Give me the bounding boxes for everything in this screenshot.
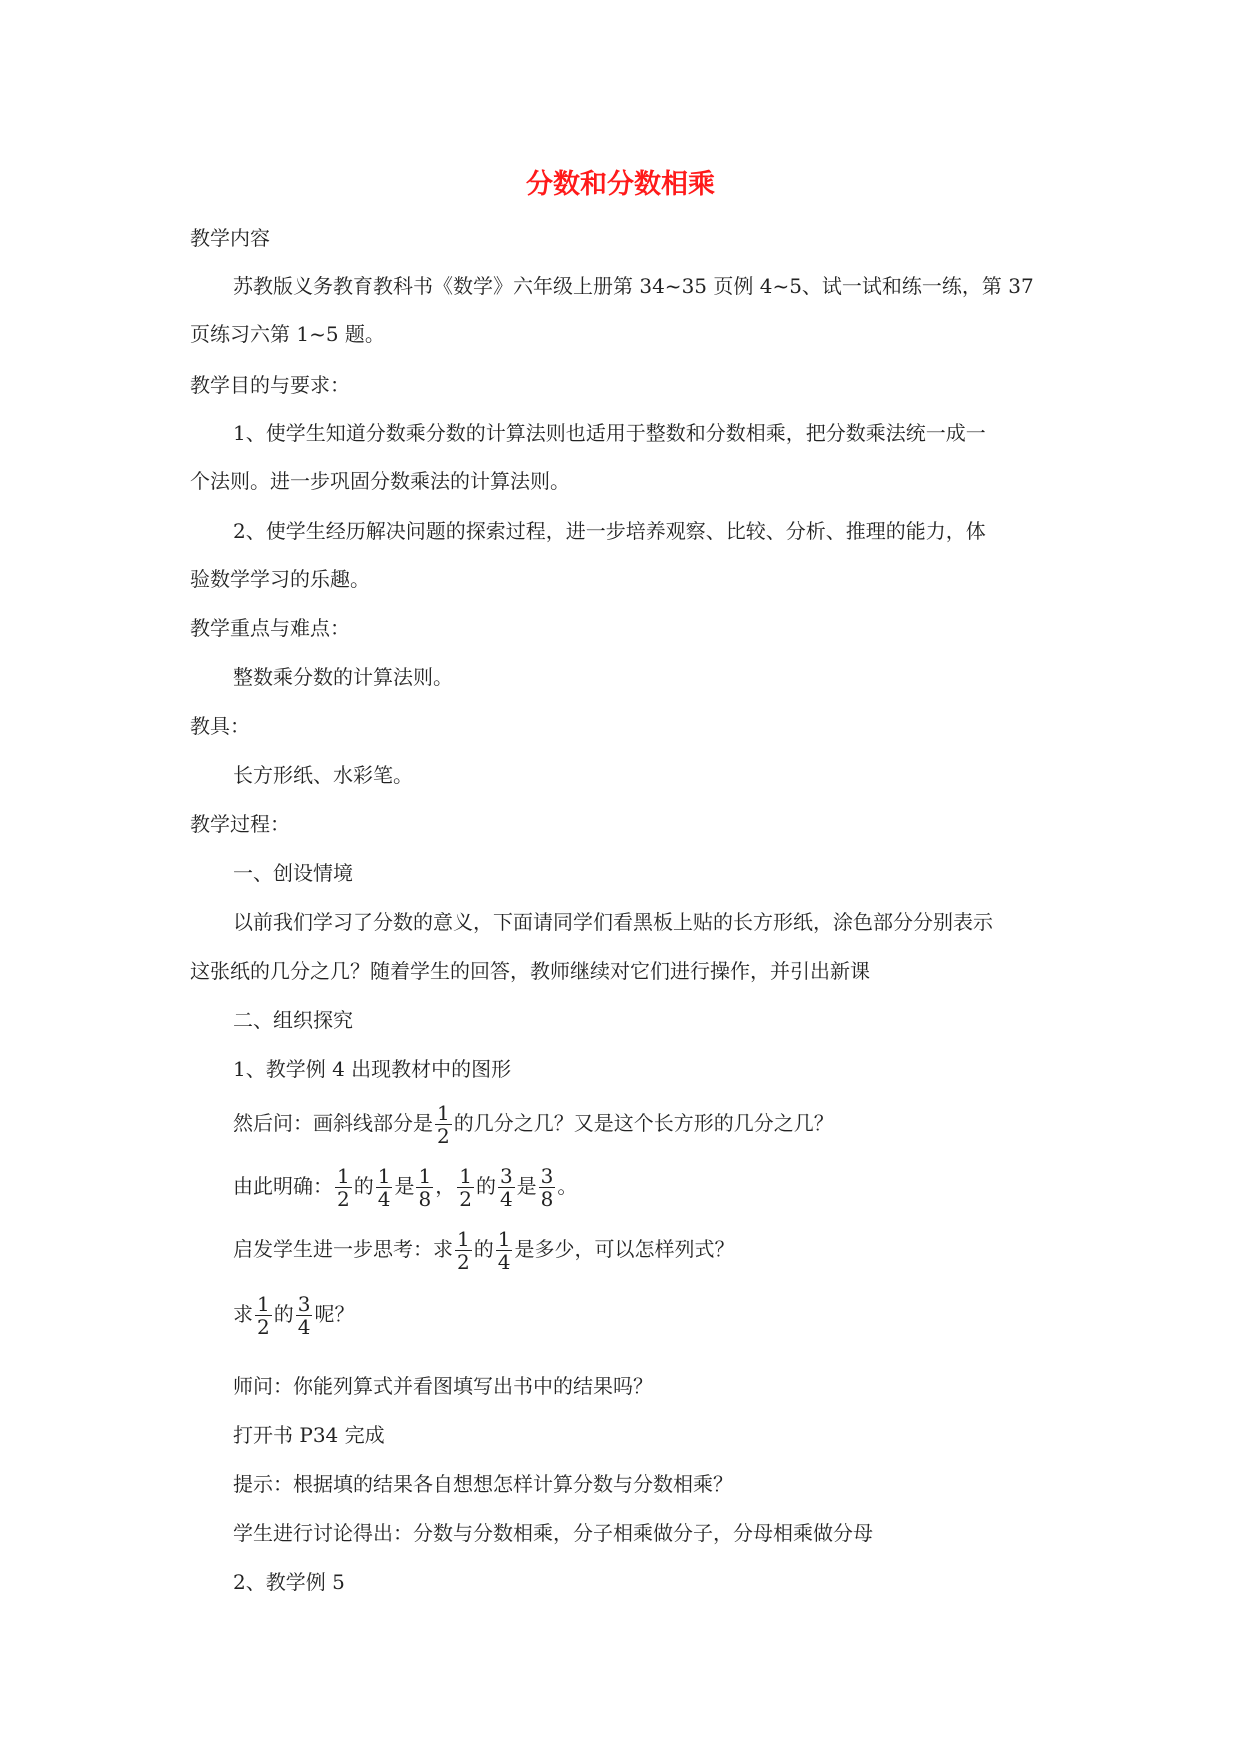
ask-text-b: 呢？ [314, 1302, 355, 1326]
ask-text-a: 求 [233, 1302, 253, 1326]
goal-1-line-1: 1、使学生知道分数乘分数的计算法则也适用于整数和分数相乘，把分数乘法统一成一 [233, 421, 986, 445]
fraction-half: $\frac{1}{2}$ [459, 1164, 472, 1211]
key-text: 整数乘分数的计算法则。 [233, 665, 453, 689]
word-de: 的 [475, 1174, 496, 1198]
fraction-three-quarters: $\frac{3}{4}$ [297, 1292, 311, 1339]
ask-line [233, 1293, 354, 1338]
content-line-2: 页练习六第 1~5 题。 [190, 322, 385, 346]
tools-text: 长方形纸、水彩笔。 [233, 763, 413, 787]
think-text-b: 是多少，可以怎样列式？ [514, 1237, 735, 1261]
clarify-line [233, 1165, 577, 1210]
think-text-a: 启发学生进一步思考：求 [233, 1237, 453, 1261]
step-1-line-2: 这张纸的几分之几？随着学生的回答，教师继续对它们进行操作，并引出新课 [190, 959, 870, 983]
process-heading: 教学过程： [190, 812, 290, 836]
step-1-heading: 一、创设情境 [233, 861, 353, 885]
question-line [233, 1102, 834, 1147]
fraction-three-eighths: $\frac{3}{8}$ [540, 1164, 554, 1211]
fraction-half: $\frac{1}{2}$ [337, 1164, 350, 1211]
example-5-heading: 2、教学例 5 [233, 1570, 345, 1594]
question-text-a: 然后问：画斜线部分是 [233, 1111, 433, 1135]
fraction-half: $\frac{1}{2}$ [257, 1292, 270, 1339]
fraction-half: $\frac{1}{2}$ [437, 1101, 450, 1148]
fraction-half: $\frac{1}{2}$ [457, 1227, 470, 1274]
goal-1-line-2: 个法则。进一步巩固分数乘法的计算法则。 [190, 469, 570, 493]
word-de: 的 [273, 1302, 294, 1326]
hint-line: 提示：根据填的结果各自想想怎样计算分数与分数相乘？ [233, 1472, 733, 1496]
fraction-eighth: $\frac{1}{8}$ [418, 1164, 432, 1211]
open-book-line: 打开书 P34 完成 [233, 1423, 385, 1447]
fraction-three-quarters: $\frac{3}{4}$ [499, 1164, 513, 1211]
step-1-line-1: 以前我们学习了分数的意义，下面请同学们看黑板上贴的长方形纸，涂色部分分别表示 [233, 910, 993, 934]
goal-2-line-1: 2、使学生经历解决问题的探索过程，进一步培养观察、比较、分析、推理的能力，体 [233, 519, 986, 543]
word-shi: 是 [516, 1174, 537, 1198]
word-shi: 是 [394, 1174, 415, 1198]
key-heading: 教学重点与难点： [190, 616, 350, 640]
think-line [233, 1228, 734, 1273]
word-de: 的 [353, 1174, 374, 1198]
word-de: 的 [473, 1237, 494, 1261]
document-title: 分数和分数相乘 [526, 169, 715, 200]
step-2-heading: 二、组织探究 [233, 1008, 353, 1032]
goal-2-line-2: 验数学学习的乐趣。 [190, 567, 370, 591]
example-4-heading: 1、教学例 4 出现教材中的图形 [233, 1057, 512, 1081]
conclusion-line: 学生进行讨论得出：分数与分数相乘，分子相乘做分子，分母相乘做分母 [233, 1521, 873, 1545]
teacher-question: 师问：你能列算式并看图填写出书中的结果吗？ [233, 1374, 653, 1398]
content-heading: 教学内容 [190, 226, 270, 250]
clarify-text: 由此明确： [233, 1174, 333, 1198]
fraction-quarter: $\frac{1}{4}$ [377, 1164, 391, 1211]
tools-heading: 教具： [190, 714, 250, 738]
period: 。 [557, 1174, 578, 1198]
question-text-b: 的几分之几？又是这个长方形的几分之几？ [453, 1111, 834, 1135]
comma: ， [435, 1174, 456, 1198]
content-line-1: 苏教版义务教育教科书《数学》六年级上册第 34~35 页例 4~5、试一试和练一练，第 37 [233, 274, 1034, 298]
fraction-quarter: $\frac{1}{4}$ [497, 1227, 511, 1274]
goals-heading: 教学目的与要求： [190, 373, 350, 397]
